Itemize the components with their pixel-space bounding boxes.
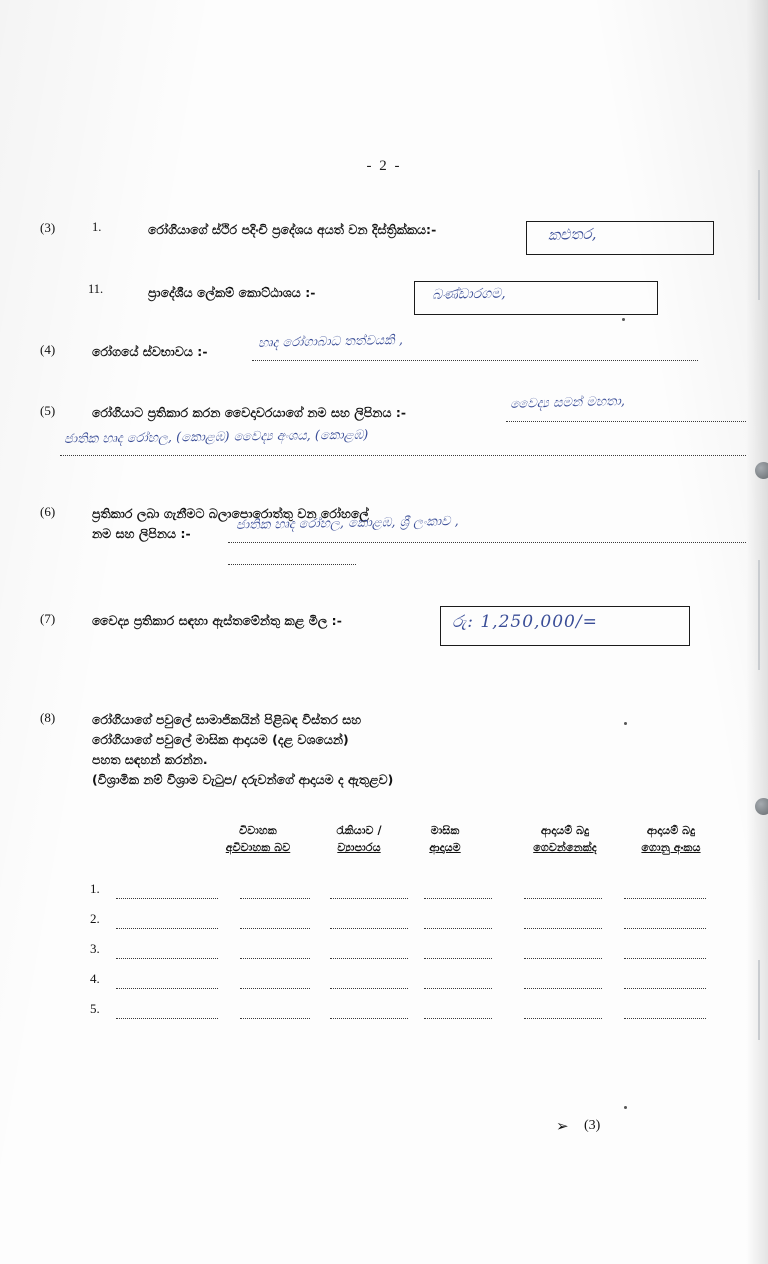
item-5-answer-ink-line2: ජාතික හෘද රෝහල, (කොළඹ) වෛද්‍ය අංශය, (කොළඹ) xyxy=(63,427,369,447)
page-edge-mark-2 xyxy=(758,560,760,670)
table-row-5-cell-4[interactable] xyxy=(424,1018,492,1019)
page-speck-1 xyxy=(622,318,625,321)
table-row-3-cell-1[interactable] xyxy=(116,958,218,959)
item-number-4: (4) xyxy=(40,342,56,357)
table-header-taxpayer-line1: ආදායම් බදු xyxy=(540,824,590,837)
table-header-monthly-income xyxy=(414,823,476,857)
page-number: - 2 - xyxy=(366,158,402,174)
page-edge-mark-1 xyxy=(758,170,760,300)
table-row-4-cell-1[interactable] xyxy=(116,988,218,989)
table-header-monthly-income-line2: ආදායම xyxy=(429,840,461,854)
next-page-arrow-icon: ➢ xyxy=(556,1117,569,1135)
item-4-answer-rule[interactable] xyxy=(252,360,698,361)
table-header-monthly-income-line1: මාසික xyxy=(430,824,460,837)
table-row-4-cell-3[interactable] xyxy=(330,988,408,989)
table-header-taxpayer-line2: ගෙවන්නෙක්ද xyxy=(533,840,597,854)
table-header-tax-file-no-line2: ගොනු අංකය xyxy=(641,840,701,854)
table-row-3-cell-3[interactable] xyxy=(330,958,408,959)
table-row-1-cell-5[interactable] xyxy=(524,898,602,899)
item-3-i-label: රෝගියාගේ ස්ථිර පදිංචි ප්‍රදේශය අයත් වන දිස්ත්‍රික්කය:- xyxy=(148,222,437,237)
page-speck-2 xyxy=(624,722,627,725)
table-row-2-cell-4[interactable] xyxy=(424,928,492,929)
table-header-occupation-line2: ව්‍යාපාරය xyxy=(337,840,381,854)
item-8-label-line4: (විශ්‍රාමික නම් විශ්‍රාම වැටුප/ දරුවන්ගේ ආදායම ද ඇතුළව) xyxy=(92,772,394,787)
table-row: 4. xyxy=(90,971,100,986)
item-3-i-answer-ink: කළුතර, xyxy=(547,224,597,244)
item-3-ii-answer-ink: බණ්ඩාරගම, xyxy=(431,285,506,303)
table-row-5-cell-1[interactable] xyxy=(116,1018,218,1019)
table-row-5-cell-6[interactable] xyxy=(624,1018,706,1019)
item-7-label: වෛද්‍ය ප්‍රතිකාර සඳහා ඇස්තමේන්තු කළ මිල :- xyxy=(92,613,342,628)
table-row-1-cell-6[interactable] xyxy=(624,898,706,899)
item-number-5: (5) xyxy=(40,403,56,418)
item-3-ii-label: ප්‍රාදේශීය ලේකම් කොට්ඨාශය :- xyxy=(148,285,316,300)
item-number-7: (7) xyxy=(40,611,56,626)
table-row-5-cell-3[interactable] xyxy=(330,1018,408,1019)
item-5-answer-rule-1[interactable] xyxy=(506,421,746,422)
table-row-1-cell-2[interactable] xyxy=(240,898,310,899)
table-row-2-cell-5[interactable] xyxy=(524,928,602,929)
table-row-5-cell-5[interactable] xyxy=(524,1018,602,1019)
binder-hole-bottom xyxy=(755,798,768,815)
table-row: 1. xyxy=(90,881,100,896)
table-row-1-cell-4[interactable] xyxy=(424,898,492,899)
item-6-answer-rule-2[interactable] xyxy=(228,564,356,565)
page-speck-3 xyxy=(624,1106,627,1109)
item-6-answer-ink: ජාතික හෘද රෝහල, කොළඹ, ශ්‍රී ලංකාව , xyxy=(235,514,459,533)
item-6-label-line2: නම සහ ලිපිනය :- xyxy=(92,526,191,541)
page-edge-shadow xyxy=(746,0,768,1264)
item-8-label-line1: රෝගියාගේ පවුලේ සාමාජිකයින් පිළිබඳ විස්තර සහ xyxy=(92,712,362,727)
table-row-2-cell-2[interactable] xyxy=(240,928,310,929)
item-5-answer-rule-2[interactable] xyxy=(60,455,746,456)
table-header-tax-file-no-line1: ආදායම් බදු xyxy=(646,824,696,837)
item-4-label: රෝගයේ ස්වභාවය :- xyxy=(92,344,208,359)
page-edge-mark-3 xyxy=(758,960,760,1040)
table-row: 3. xyxy=(90,941,100,956)
table-row-4-cell-5[interactable] xyxy=(524,988,602,989)
item-6-answer-rule-1[interactable] xyxy=(228,542,746,543)
item-number-6: (6) xyxy=(40,504,56,519)
table-row-3-cell-5[interactable] xyxy=(524,958,602,959)
table-header-marital-status xyxy=(216,823,300,857)
table-row-2-cell-1[interactable] xyxy=(116,928,218,929)
item-5-label: රෝගියාට ප්‍රතිකාර කරන වෛදාවරයාගේ නම සහ ලිපිනය :- xyxy=(92,405,407,420)
table-header-taxpayer xyxy=(518,823,612,857)
table-header-occupation-line1: රැකියාව / xyxy=(336,824,382,837)
item-5-answer-ink-line1: වෛද්‍ය සමන් මහතා, xyxy=(509,393,626,412)
table-row-3-cell-6[interactable] xyxy=(624,958,706,959)
item-number-8: (8) xyxy=(40,710,56,725)
table-row-5-cell-2[interactable] xyxy=(240,1018,310,1019)
table-row: 2. xyxy=(90,911,100,926)
table-header-occupation xyxy=(322,823,396,857)
table-row-4-cell-2[interactable] xyxy=(240,988,310,989)
table-row-1-cell-3[interactable] xyxy=(330,898,408,899)
table-row-2-cell-6[interactable] xyxy=(624,928,706,929)
item-8-label-line2: රෝගියාගේ පවුලේ මාසික ආදායම (දළ වශයෙන්) xyxy=(92,732,349,747)
table-row-2-cell-3[interactable] xyxy=(330,928,408,929)
item-number-3: (3) xyxy=(40,220,56,235)
table-row-3-cell-4[interactable] xyxy=(424,958,492,959)
item-7-amount-ink: රු: 1,250,000/= xyxy=(452,612,598,632)
table-header-marital-status-line2: අවිවාහක බව xyxy=(225,840,291,854)
table-row-4-cell-4[interactable] xyxy=(424,988,492,989)
binder-hole-top xyxy=(755,462,768,479)
item-3-sub-number-i: 1. xyxy=(92,220,102,234)
table-header-tax-file-no xyxy=(624,823,718,857)
table-row: 5. xyxy=(90,1001,100,1016)
table-row-3-cell-2[interactable] xyxy=(240,958,310,959)
item-4-answer-ink: හෘද රෝගාබාධ තත්වයකි , xyxy=(257,332,404,351)
next-page-label: (3) xyxy=(584,1118,601,1133)
item-8-label-line3: පහත සඳහන් කරන්න. xyxy=(92,752,208,767)
table-row-1-cell-1[interactable] xyxy=(116,898,218,899)
item-3-sub-number-ii: 11. xyxy=(88,282,104,296)
table-header-marital-status-line1: විවාහක xyxy=(239,824,277,837)
item-6-label-line1: ප්‍රතිකාර ලබා ගැනීමට බලාපොරොත්තු වන රෝහලේ xyxy=(92,506,369,521)
table-row-4-cell-6[interactable] xyxy=(624,988,706,989)
